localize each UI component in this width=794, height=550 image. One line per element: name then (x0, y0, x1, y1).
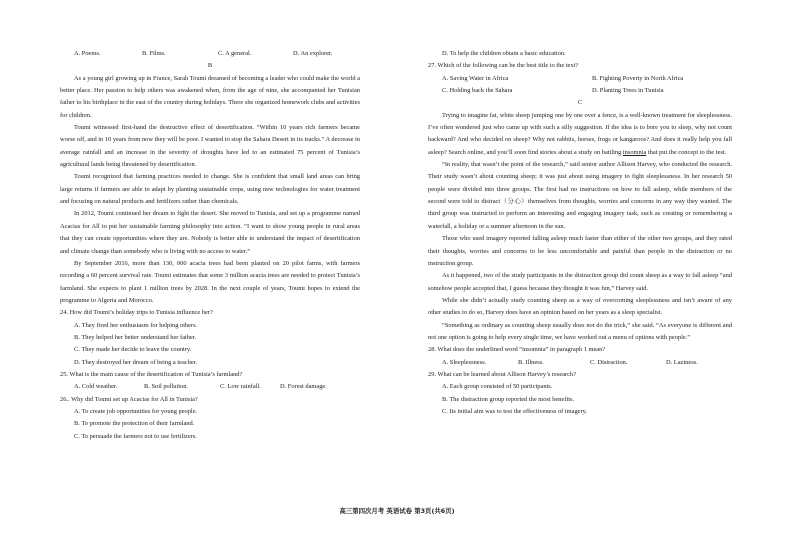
answer-option: B. They helped her better understand her father. (74, 333, 197, 341)
paragraph: “In reality, that wasn’t the point of the research,” said senior author Allison Harvey, who conducted the research. Their study wasn’t about counting sheep; it was just about using imagery to fight sleeplessness. In her research 50 people were divided into three groups. The first had no instructions on how to fall asleep, while members of the second were told to distract（分心）themselves from thoughts, worries and concerns in any way they wanted. The third group was instructed to perform an interesting and engaging imagery task, such as creating or remembering a waterfall, a holiday or a summer afternoon in the sun. (428, 161, 732, 230)
question-29: 29. What can be learned about Allison Harvey’s research? (428, 370, 577, 378)
question-27: 27. Which of the following can be the best title to the text? (428, 62, 579, 70)
question-25: 25. What is the main cause of the desertification of Tunisia’s farmland? (60, 370, 243, 378)
paragraph (428, 110, 732, 159)
right-column (428, 48, 732, 418)
left-column (60, 48, 360, 443)
option: A. Poems. (74, 50, 101, 57)
question-24: 24. How did Toumi’s holiday trips to Tunisia influence her? (60, 309, 213, 317)
answer-option: B. Soil pollution. (144, 383, 189, 391)
answer-option: B. Illness. (518, 358, 544, 366)
answer-option: A. Each group consisted of 50 participants. (442, 383, 553, 391)
paragraph: As a young girl growing up in France, Sarah Toumi dreamed of becoming a leader who could make the world a better place. Her passion to help others was awakened when, from the age of nine, she accompanied her Tunisian father to his birthplace in the east of the country during holidays. There she organized homework clubs and activities for children. (60, 74, 360, 119)
paragraph: By September 2016, more than 130, 000 acacia trees had been planted on 20 pilot farms, with farmers recording a 60 percent survival rate. Toumi estimates that some 3 million acacia trees are needed to protect Tunisia’s farmland. She expects to plant 1 million trees by 2028. In the next couple of years, Toumi hopes to extend the programme to Algeria and Morocco. (60, 259, 360, 304)
q25-options (60, 381, 360, 393)
answer-option: D. Laziness. (666, 358, 698, 366)
answer-option: A. To create job opportunities for young people. (74, 407, 198, 415)
q27-options-row2 (428, 85, 732, 97)
paragraph: “Something as ordinary as counting sheep usually does not do the trick,” she said. “As everyone is different and not one option is going to help every single time, we have worked out a menu of options with people.” (428, 321, 732, 341)
paragraph: As it happened, two of the study participants in the distraction group did count sheep as a way to fall asleep “and somehow people accepted that, I guess because they thought it was fun,” Harvey said. (428, 272, 732, 292)
option: B. Films. (142, 50, 166, 57)
answer-option: B. Fighting Poverty in North Africa (592, 74, 684, 82)
q27-options-row1 (428, 73, 732, 85)
answer-option: A. Saving Water in Africa (442, 74, 509, 82)
question-28: 28. What does the underlined word “insomnia” in paragraph 1 mean? (428, 346, 606, 354)
section-heading: B (207, 62, 213, 70)
paragraph: Toumi recognized that farming practices needed to change. She is confident that small land areas can bring large returns if farmers are able to adapt by planting sustainable crops, using new technologies for water treatment and focusing on natural products and fertilizers rather than chemicals. (60, 173, 360, 206)
paragraph-text: Trying to imagine fat, white sheep jumping one by one over a fence, is a well-known treatment for sleeplessness. I’ve often wondered just who came up with such a silly suggestion. If the idea is to bore you to sleep, why not count backward? And who decided on sheep? Why not rabbits, horses, frogs or kangaroos? And does it really help you fall asleep? Search online, and you’ll soon find stories about a study on battling (428, 111, 732, 156)
answer-option: C. Distraction. (590, 358, 628, 366)
q28-options (428, 357, 732, 369)
answer-option: D. Planting Trees in Tunisia (592, 87, 664, 95)
paragraph-text: that put the concept to the test. (646, 148, 727, 156)
answer-option: C. They made her decide to leave the country. (74, 346, 192, 354)
answer-option: D. Forest damage. (280, 383, 327, 391)
answer-option: A. Cold weather. (74, 383, 118, 391)
answer-option: B. To promote the protection of their farmland. (74, 420, 195, 428)
answer-option: D. To help the children obtain a basic education. (442, 50, 566, 57)
answer-option: C. To persuade the farmers not to use fertilizers. (74, 432, 197, 440)
answer-option: A. They fired her enthusiasm for helping others. (74, 321, 198, 329)
paragraph: Those who used imagery reported falling asleep much faster than either of the other two groups, and they rated their thoughts, worries and concerns to be less uncomfortable and painful than people in the distraction or no instruction group. (428, 235, 732, 267)
answer-option: A. Sleeplessness. (442, 358, 487, 366)
answer-option: B. The distraction group reported the most benefits. (442, 395, 575, 403)
answer-option: D. They destroyed her dream of being a teacher. (74, 358, 198, 366)
answer-option: C. Its initial aim was to test the effectiveness of imagery. (442, 407, 587, 415)
option: C. A general. (218, 50, 252, 57)
section-heading: C (577, 99, 583, 107)
answer-option: C. Holding back the Sahara (442, 87, 513, 95)
top-options (60, 48, 360, 60)
paragraph: Toumi witnessed first-hand the destructive effect of desertification. “Within 10 years rich farmers became worse off, and in 10 years from now they will be poor. I wanted to stop the Sahara Desert in its tracks.” A decrease in average rainfall and an increase in the severity of droughts have led to an estimated 75 percent of Tunisia’s agricultural lands being threatened by desertification. (60, 124, 360, 169)
paragraph: In 2012, Toumi continued her dream to fight the desert. She moved to Tunisia, and set up a programme named Acacias for All to put her sustainable farming philosophy into action. “I want to show young people in rural areas that they can create opportunities where they are. Nobody is better able to understand the impact of desertification and climate change than somebody who is living with no access to water.” (60, 210, 360, 255)
underlined-word: insomnia (622, 148, 647, 156)
paragraph: While she didn’t actually study counting sheep as a way of overcoming sleeplessness and isn’t aware of any other studies to do so, Harvey does have an opinion based on her years as a sleep specialist. (428, 296, 732, 317)
answer-option: C. Low rainfall. (220, 383, 261, 391)
page-footer: 高三第四次月考 英语试卷 第3页(共6页) (339, 507, 455, 515)
option: D. An explorer. (293, 50, 333, 57)
question-26: 26.. Why did Toumi set up Acacias for All in Tunisia? (60, 395, 198, 403)
